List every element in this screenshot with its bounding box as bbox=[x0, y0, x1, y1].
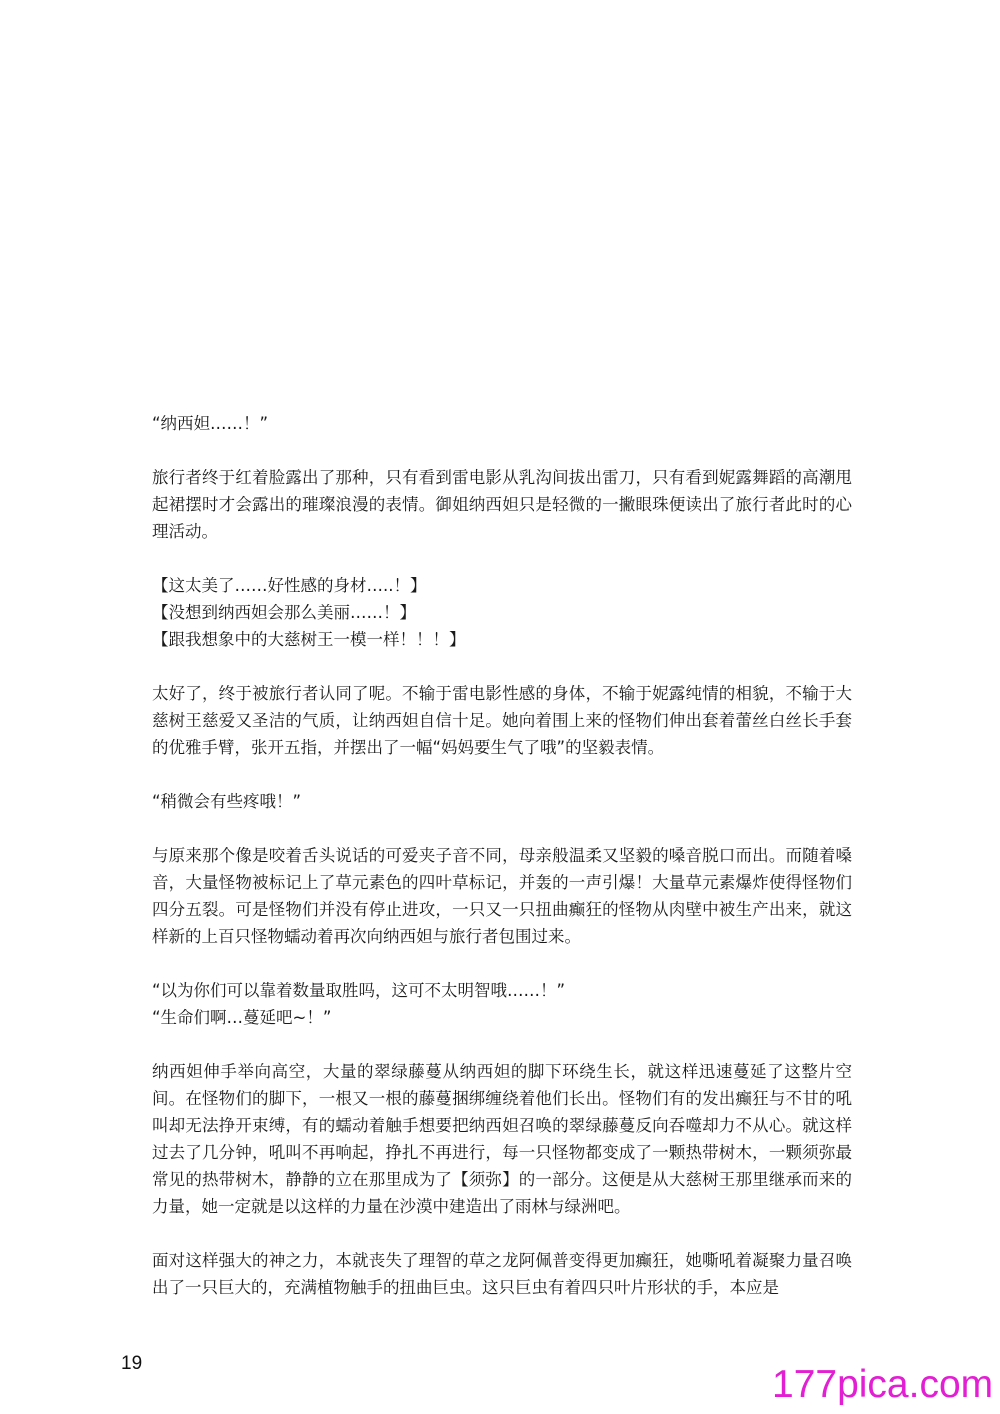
body-paragraph: 面对这样强大的神之力，本就丧失了理智的草之龙阿佩普变得更加癫狂，她嘶吼着凝聚力量召唤出了一只巨大的，充满植物触手的扭曲巨虫。这只巨虫有着四只叶片形状的手，本应是 bbox=[152, 1251, 852, 1297]
page-body bbox=[152, 410, 852, 1328]
dialogue-line: “纳西妲……！” bbox=[152, 414, 269, 433]
body-paragraph: 与原来那个像是咬着舌头说话的可爱夹子音不同，母亲般温柔又坚毅的嗓音脱口而出。而随着嗓音，大量怪物被标记上了草元素色的四叶草标记，并轰的一声引爆！大量草元素爆炸使得怪物们四分五裂。可是怪物们并没有停止进攻，一只又一只扭曲癫狂的怪物从肉壁中被生产出来，就这样新的上百只怪物蠕动着再次向纳西妲与旅行者包围过来。 bbox=[152, 846, 852, 946]
watermark: 177pica.com bbox=[772, 1363, 994, 1406]
body-paragraph: 纳西妲伸手举向高空，大量的翠绿藤蔓从纳西妲的脚下环绕生长，就这样迅速蔓延了这整片空间。在怪物们的脚下，一根又一根的藤蔓捆绑缠绕着他们长出。怪物们有的发出癫狂与不甘的吼叫却无法挣开束缚，有的蠕动着触手想要把纳西妲召唤的翠绿藤蔓反向吞噬却力不从心。就这样过去了几分钟，吼叫不再响起，挣扎不再进行，每一只怪物都变成了一颗热带树木，一颗须弥最常见的热带树木，静静的立在那里成为了【须弥】的一部分。这便是从大慈树王那里继承而来的力量，她一定就是以这样的力量在沙漠中建造出了雨林与绿洲吧。 bbox=[152, 1062, 852, 1216]
thought-line: 【没想到纳西妲会那么美丽……！】 bbox=[152, 603, 416, 622]
body-paragraph: 旅行者终于红着脸露出了那种，只有看到雷电影从乳沟间拔出雷刀，只有看到妮露舞蹈的高潮甩起裙摆时才会露出的璀璨浪漫的表情。御姐纳西妲只是轻微的一撇眼珠便读出了旅行者此时的心理活动。 bbox=[152, 468, 852, 541]
thought-line: 【跟我想象中的大慈树王一模一样！！！】 bbox=[152, 630, 466, 649]
dialogue-line: “以为你们可以靠着数量取胜吗，这可不太明智哦……！” bbox=[152, 981, 566, 1000]
dialogue-block bbox=[152, 788, 852, 815]
body-paragraph: 太好了，终于被旅行者认同了呢。不输于雷电影性感的身体，不输于妮露纯情的相貌，不输于大慈树王慈爱又圣洁的气质，让纳西妲自信十足。她向着围上来的怪物们伸出套着蕾丝白丝长手套的优雅手臂，张开五指，并摆出了一幅“妈妈要生气了哦”的坚毅表情。 bbox=[152, 684, 852, 757]
dialogue-block bbox=[152, 410, 852, 437]
dialogue-block bbox=[152, 977, 852, 1031]
thought-line: 【这太美了……好性感的身材…..！】 bbox=[152, 576, 427, 595]
dialogue-line: “稍微会有些疼哦！” bbox=[152, 792, 302, 811]
dialogue-line: “生命们啊…蔓延吧~！” bbox=[152, 1008, 332, 1027]
thought-block bbox=[152, 572, 852, 653]
page-number: 19 bbox=[121, 1353, 143, 1374]
